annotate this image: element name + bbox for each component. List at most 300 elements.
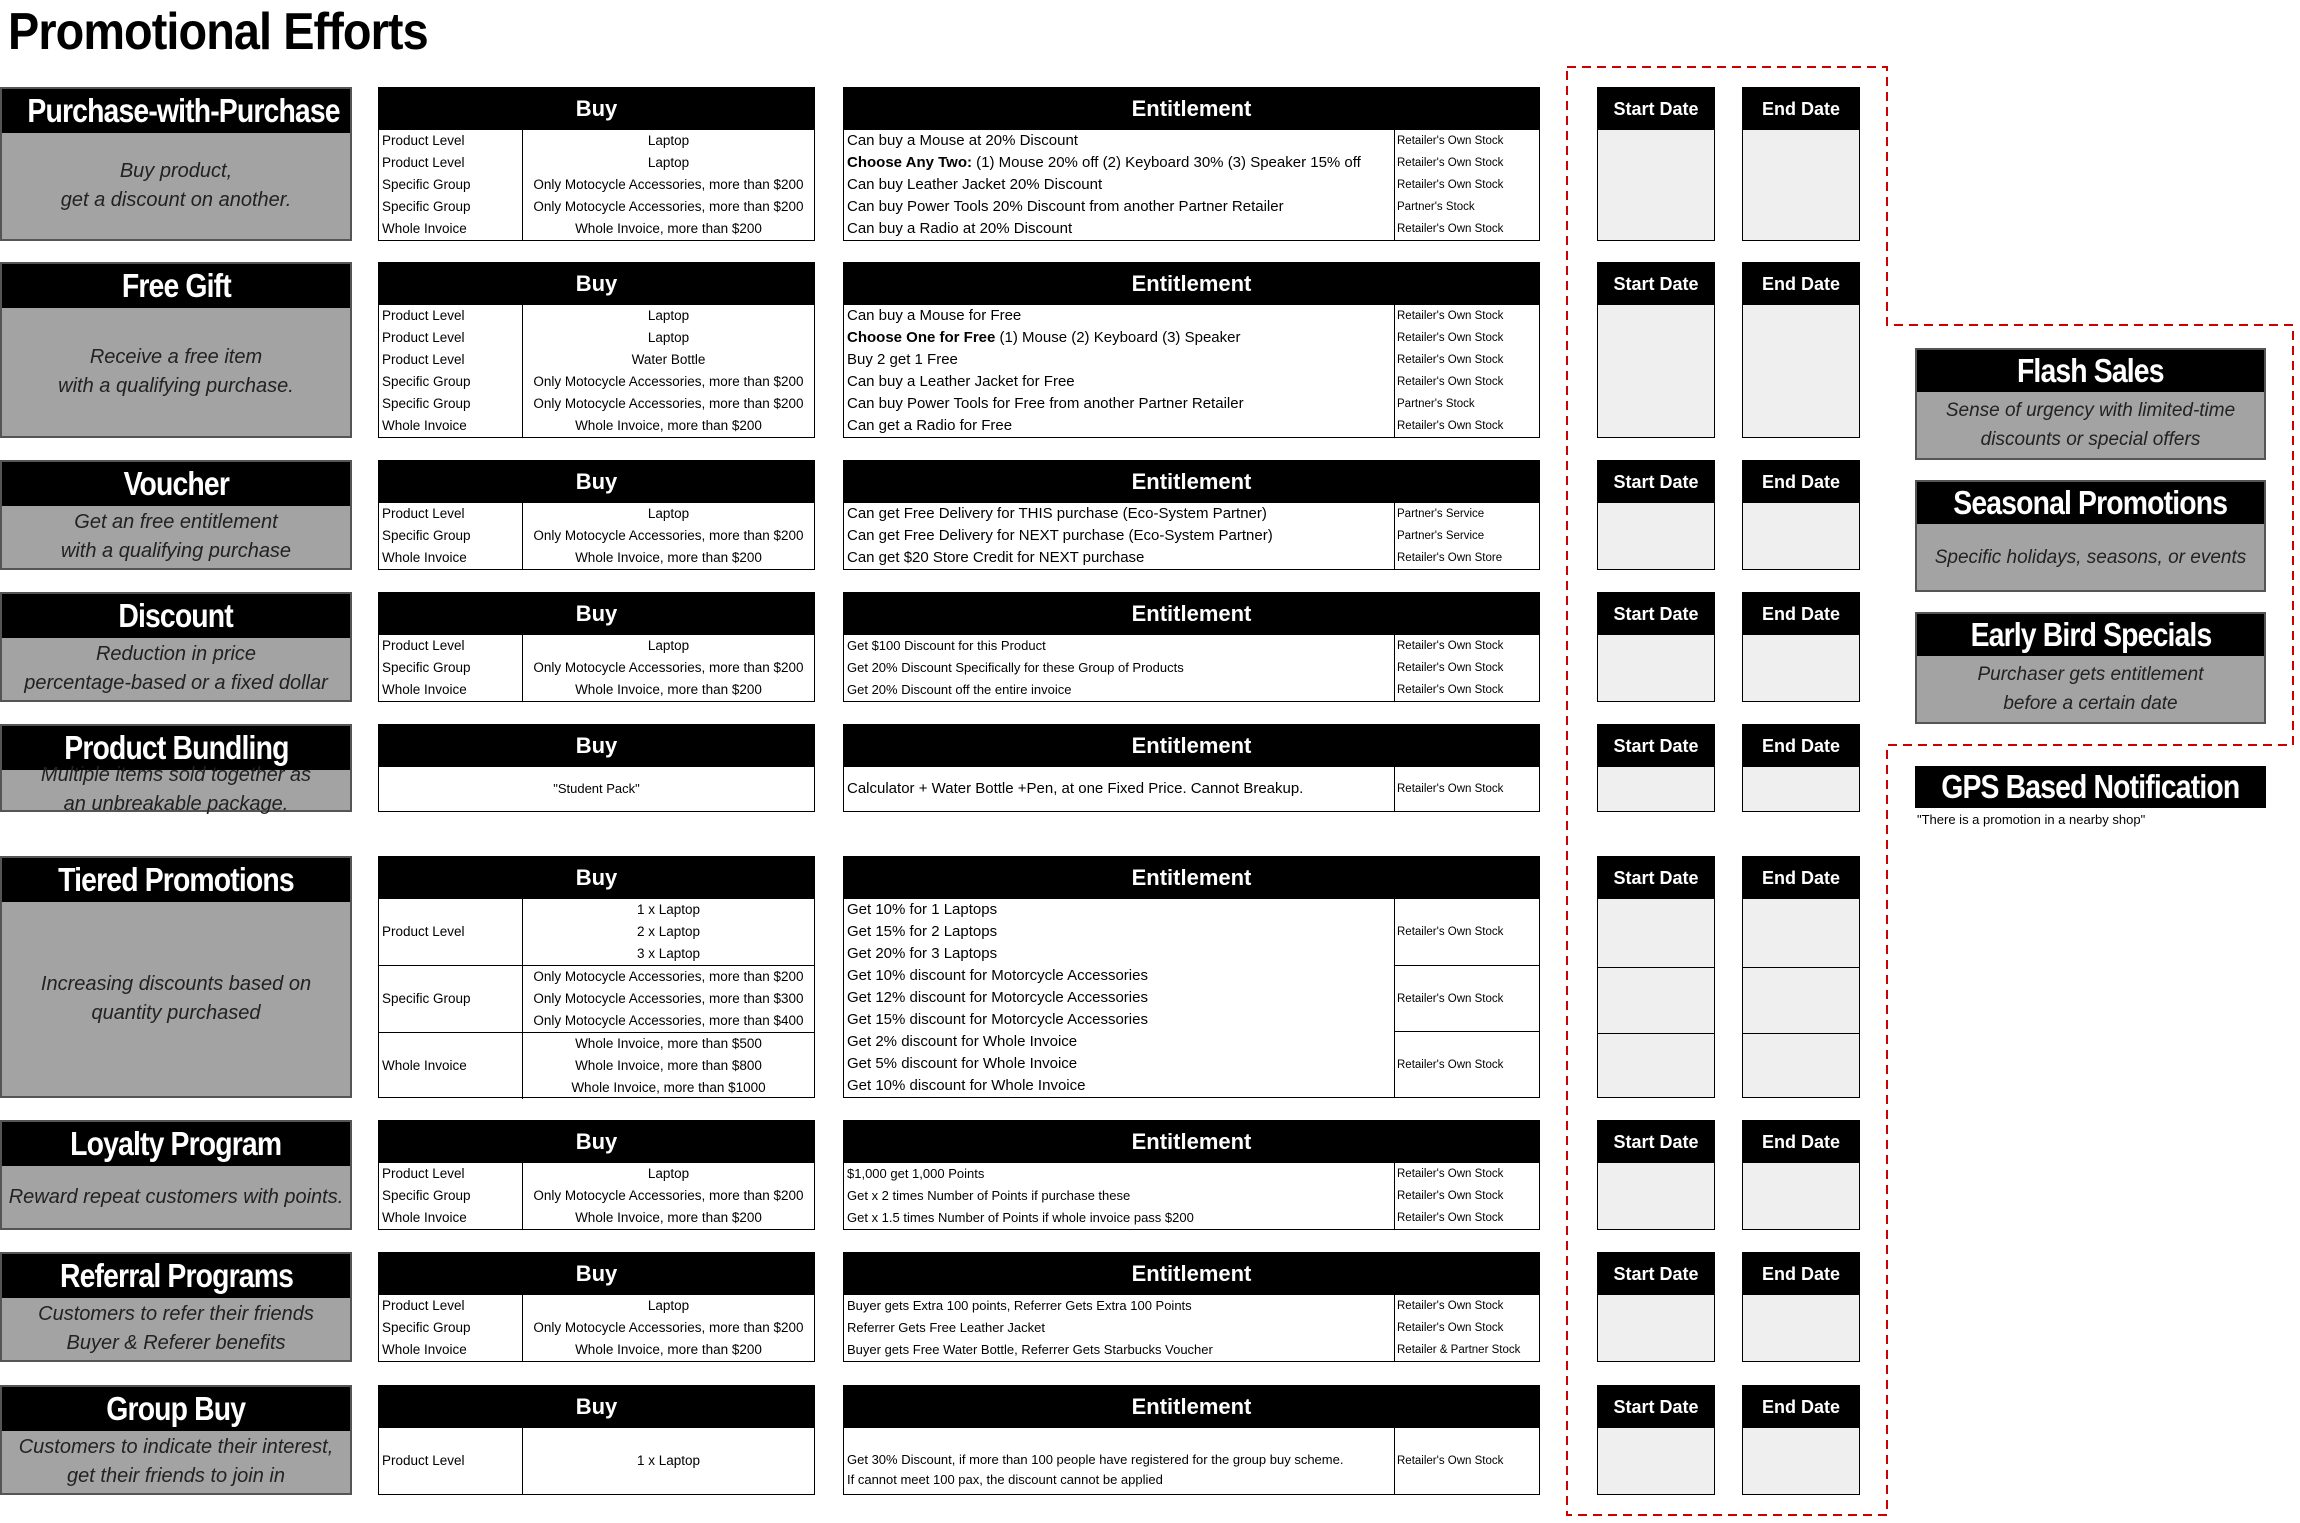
start-date-box[interactable] [1597,1385,1715,1495]
description-line: Receive a free item [89,346,263,368]
end-date-header: End Date [1743,1386,1859,1428]
entitlement-source: Partner's Stock [1397,201,1475,213]
start-date-header: Start Date [1598,461,1714,503]
category-description [2,764,350,815]
entitlement-source: Retailer's Own Stock [1397,1168,1504,1180]
buy-item: Water Bottle [631,352,706,367]
description-line: percentage-based or a fixed dollar [24,672,328,694]
start-date-header: Start Date [1598,1253,1714,1295]
entitlement-text: Get 20% Discount off the entire invoice [844,679,1395,701]
side-panel-title [1917,482,2264,524]
buy-items [523,899,814,965]
buy-rows [379,1295,814,1361]
side-panel-title [1917,350,2264,392]
entitlement-text: Can buy a Mouse for Free [844,305,1395,327]
buy-item: 3 x Laptop [636,946,701,961]
entitlement-text: Can buy a Radio at 20% Discount [844,218,1395,240]
buy-level: Whole Invoice [379,547,523,569]
entitlement-text: Can buy Power Tools for Free from another Partner Retailer [844,393,1395,415]
description-lines [24,640,328,698]
entitlement-header: Entitlement [844,88,1539,130]
entitlement-text: Get 15% for 2 Laptops [847,923,998,940]
category-title [2,1122,350,1166]
end-date-header: End Date [1743,461,1859,503]
side-panel-title-text: Early Bird Specials [1970,616,2211,653]
entitlement-text: Get 20% for 3 Laptops [847,945,998,962]
end-date-box[interactable] [1742,1252,1860,1362]
buy-rows [379,635,814,701]
buy-row [379,393,814,415]
entitlement-text: If cannot meet 100 pax, the discount cannot be applied [847,1472,1163,1487]
entitlement-row [844,1207,1539,1229]
start-date-header: Start Date [1598,263,1714,305]
entitlement-tier [844,965,1539,1031]
description-lines [61,508,291,566]
buy-item: Whole Invoice, more than $200 [575,550,762,565]
buy-level: Specific Group [379,657,523,679]
buy-item: Only Motocycle Accessories, more than $200 [533,969,804,984]
buy-item: Whole Invoice, more than $800 [575,1058,762,1073]
buy-item: Laptop [647,1166,690,1181]
buy-level: Specific Group [379,1317,523,1339]
end-date-box[interactable] [1742,592,1860,702]
description-line: Sense of urgency with limited-time [1945,400,2236,421]
description-line: Reward repeat customers with points. [8,1185,344,1208]
description-line: get a discount on another. [60,189,292,211]
description-line: get their friends to join in [67,1465,285,1487]
buy-rows [379,305,814,437]
entitlement-source: Retailer & Partner Stock [1397,1344,1521,1356]
buy-level: Product Level [379,349,523,371]
entitlement-table [843,856,1540,1098]
entitlement-row [844,679,1539,701]
category-title [2,594,350,638]
end-date-box[interactable] [1742,1120,1860,1230]
buy-item: Only Motocycle Accessories, more than $200 [533,177,804,192]
buy-row [379,349,814,371]
entitlement-row [844,1428,1539,1494]
entitlement-row [844,1339,1539,1361]
buy-item: Only Motocycle Accessories, more than $200 [533,1320,804,1335]
entitlement-header: Entitlement [844,461,1539,503]
buy-item: 1 x Laptop [636,902,701,917]
buy-level: Product Level [379,1163,523,1185]
buy-header: Buy [379,1253,814,1295]
entitlement-text: Get 10% for 1 Laptops [847,901,998,918]
buy-table [378,856,815,1098]
entitlement-header: Entitlement [844,725,1539,767]
buy-row [379,1428,814,1494]
buy-item: Only Motocycle Accessories, more than $200 [533,374,804,389]
end-date-box[interactable] [1742,460,1860,570]
buy-rows [379,767,814,811]
buy-item: 2 x Laptop [636,924,701,939]
buy-level: Whole Invoice [379,679,523,701]
buy-level: Whole Invoice [379,218,523,240]
category-title-text: Discount [118,597,234,634]
tier-divider [1598,1033,1714,1034]
buy-tier [379,899,814,965]
gps-title-text: GPS Based Notification [1941,768,2240,805]
buy-item: Only Motocycle Accessories, more than $200 [533,396,804,411]
description-line: with a qualifying purchase [60,540,292,562]
buy-item: Laptop [647,155,690,170]
buy-header: Buy [379,88,814,130]
buy-item: Laptop [647,638,690,653]
category-title-text: Group Buy [106,1390,246,1427]
entitlement-row [844,635,1539,657]
buy-row [379,547,814,569]
entitlement-header: Entitlement [844,593,1539,635]
buy-table [378,1252,815,1362]
side-panel-description [1917,392,2264,458]
entitlement-row [844,305,1539,327]
entitlement-choice-label: Choose One for Free [847,329,996,346]
side-panel-description [1917,524,2264,590]
start-date-header: Start Date [1598,1386,1714,1428]
category-description [2,638,350,700]
buy-level: Specific Group [379,393,523,415]
entitlement-text: Can get $20 Store Credit for NEXT purchase [844,547,1395,569]
entitlement-text: Choose One for Free (1) Mouse (2) Keyboard (3) Speaker [844,327,1395,349]
entitlement-texts [844,899,1395,965]
buy-item: Whole Invoice, more than $200 [575,221,762,236]
description-line: before a certain date [2003,693,2178,714]
buy-item: Laptop [647,506,690,521]
buy-item: Whole Invoice, more than $200 [575,1342,762,1357]
category-description [2,133,350,239]
side-panel-1 [1915,348,2266,460]
entitlement-text: Get 10% discount for Motorcycle Accessories [847,967,1148,984]
buy-header: Buy [379,725,814,767]
entitlement-text: Calculator + Water Bottle +Pen, at one Fixed Price. Cannot Breakup. [844,767,1395,811]
entitlement-table [843,1252,1540,1362]
buy-level: Product Level [379,1428,523,1494]
entitlement-header: Entitlement [844,1386,1539,1428]
description-lines [58,343,294,401]
buy-row [379,525,814,547]
gps-title [1915,766,2266,808]
entitlement-texts [844,1428,1395,1494]
buy-item: Laptop [647,308,690,323]
category-8 [0,1252,352,1362]
entitlement-table [843,724,1540,812]
entitlement-text: Referrer Gets Free Leather Jacket [844,1317,1395,1339]
buy-row [379,371,814,393]
description-lines [61,157,292,215]
buy-rows [379,130,814,240]
entitlement-text: Get $100 Discount for this Product [844,635,1395,657]
buy-row [379,152,814,174]
buy-item: Only Motocycle Accessories, more than $200 [533,1188,804,1203]
category-title-text: Voucher [123,465,229,502]
end-date-header: End Date [1743,1121,1859,1163]
buy-level: Specific Group [379,174,523,196]
end-date-box[interactable] [1742,724,1860,812]
tier-divider [1598,967,1714,968]
buy-row [379,130,814,152]
entitlement-text: Can get Free Delivery for THIS purchase (Eco-System Partner) [844,503,1395,525]
entitlement-source: Retailer's Own Stock [1397,926,1504,938]
entitlement-source: Retailer's Own Stock [1397,332,1504,344]
entitlement-text: Buyer gets Free Water Bottle, Referrer Gets Starbucks Voucher [844,1339,1395,1361]
buy-row [379,415,814,437]
start-date-box[interactable] [1597,1252,1715,1362]
end-date-header: End Date [1743,1253,1859,1295]
buy-level: Whole Invoice [379,1339,523,1361]
buy-level: Product Level [379,130,523,152]
buy-table [378,1385,815,1495]
start-date-box[interactable] [1597,460,1715,570]
entitlement-text: Can get Free Delivery for NEXT purchase (Eco-System Partner) [844,525,1395,547]
buy-row [379,218,814,240]
description-line: Specific holidays, seasons, or events [1934,546,2247,568]
category-title [2,89,350,133]
end-date-box[interactable] [1742,1385,1860,1495]
side-panel-description [1917,656,2264,722]
entitlement-source: Retailer's Own Stock [1397,223,1504,235]
entitlement-choice-label: Choose Any Two: [847,154,972,171]
buy-rows [379,503,814,569]
entitlement-source: Retailer's Own Stock [1397,354,1504,366]
buy-level: Specific Group [379,966,523,1032]
buy-item: Whole Invoice, more than $200 [575,418,762,433]
description-line: Customers to refer their friends [38,1303,314,1325]
side-panel-3 [1915,612,2266,724]
entitlement-text: Can buy Leather Jacket 20% Discount [844,174,1395,196]
page-title: Promotional Efforts [8,3,428,61]
category-2 [0,262,352,438]
entitlement-row [844,196,1539,218]
side-panel-title [1917,614,2264,656]
entitlement-source: Retailer's Own Stock [1397,640,1504,652]
end-date-box[interactable] [1742,262,1860,438]
category-title-text: Tiered Promotions [58,861,294,898]
entitlement-row [844,415,1539,437]
entitlement-source: Retailer's Own Stock [1397,1190,1504,1202]
category-description [2,1431,350,1493]
description-line: Reduction in price [95,643,257,665]
entitlement-source: Partner's Service [1397,508,1485,520]
entitlement-text: Get 10% discount for Whole Invoice [847,1077,1086,1094]
entitlement-text: Can buy Power Tools 20% Discount from another Partner Retailer [844,196,1395,218]
category-title-text: Free Gift [121,267,231,304]
entitlement-text: Get 12% discount for Motorcycle Accessories [847,989,1148,1006]
buy-row [379,196,814,218]
entitlement-rows [844,1163,1539,1229]
start-date-box[interactable] [1597,87,1715,241]
description-lines [1935,543,2247,572]
entitlement-source: Partner's Stock [1397,398,1475,410]
description-lines [1977,660,2203,718]
start-date-header: Start Date [1598,593,1714,635]
entitlement-header: Entitlement [844,1121,1539,1163]
buy-header: Buy [379,857,814,899]
entitlement-table [843,1385,1540,1495]
category-description [2,1166,350,1228]
buy-item: Only Motocycle Accessories, more than $400 [533,1013,804,1028]
entitlement-header: Entitlement [844,1253,1539,1295]
entitlement-text: Get x 2 times Number of Points if purchase these [844,1185,1395,1207]
tier-divider [1743,967,1859,968]
entitlement-table [843,460,1540,570]
entitlement-texts [844,1031,1395,1097]
entitlement-text: Get 5% discount for Whole Invoice [847,1055,1078,1072]
entitlement-text: Get 15% discount for Motorcycle Accessories [847,1011,1148,1028]
buy-rows [379,899,814,1099]
description-lines [1946,396,2235,454]
entitlement-source: Retailer's Own Stock [1397,157,1504,169]
entitlement-text: Buy 2 get 1 Free [844,349,1395,371]
side-panel-title-text: Seasonal Promotions [1953,484,2228,521]
buy-row [379,503,814,525]
buy-level: Product Level [379,635,523,657]
category-description [2,506,350,568]
entitlement-table [843,1120,1540,1230]
category-description [2,308,350,436]
buy-row [379,1317,814,1339]
entitlement-rows [844,1295,1539,1361]
entitlement-text: Can buy a Mouse at 20% Discount [844,130,1395,152]
category-7 [0,1120,352,1230]
buy-table [378,724,815,812]
buy-row [379,635,814,657]
entitlement-source: Retailer's Own Stock [1397,376,1504,388]
description-line: an unbreakable package. [63,793,289,815]
buy-level: Whole Invoice [379,1207,523,1229]
start-date-box[interactable] [1597,262,1715,438]
entitlement-row [844,547,1539,569]
entitlement-source: Retailer's Own Stock [1397,783,1504,795]
side-panel-title-text: Flash Sales [2017,352,2164,389]
buy-level: Specific Group [379,196,523,218]
start-date-header: Start Date [1598,725,1714,767]
buy-table [378,1120,815,1230]
description-line: Get an free entitlement [74,511,278,533]
category-title [2,264,350,308]
description-line: Multiple items sold together as [40,764,312,786]
entitlement-source: Retailer's Own Stock [1395,965,1539,1031]
entitlement-row [844,1185,1539,1207]
side-panel-2 [1915,480,2266,592]
entitlement-text: $1,000 get 1,000 Points [844,1163,1395,1185]
start-date-box[interactable] [1597,592,1715,702]
entitlement-source: Retailer's Own Stock [1395,1031,1539,1097]
end-date-header: End Date [1743,857,1859,899]
buy-item: Laptop [647,133,690,148]
buy-level: Specific Group [379,371,523,393]
buy-tier [379,1032,814,1099]
entitlement-source: Retailer's Own Stock [1397,310,1504,322]
buy-item: Whole Invoice, more than $1000 [571,1080,766,1095]
entitlement-row [844,1317,1539,1339]
entitlement-rows [844,1428,1539,1494]
buy-row [379,679,814,701]
buy-header: Buy [379,461,814,503]
buy-row [379,767,814,811]
entitlement-source: Retailer's Own Stock [1397,420,1504,432]
category-title-text: Loyalty Program [70,1125,282,1162]
category-title-text: Referral Programs [59,1257,293,1294]
entitlement-text: Buyer gets Extra 100 points, Referrer Gets Extra 100 Points [844,1295,1395,1317]
buy-header: Buy [379,1386,814,1428]
category-3 [0,460,352,570]
buy-row [379,1163,814,1185]
buy-level: Whole Invoice [379,1033,523,1099]
description-lines [38,1300,314,1358]
entitlement-row [844,130,1539,152]
entitlement-rows [844,767,1539,811]
buy-header: Buy [379,263,814,305]
end-date-header: End Date [1743,593,1859,635]
entitlement-row [844,349,1539,371]
buy-row [379,327,814,349]
buy-item: Only Motocycle Accessories, more than $200 [533,660,804,675]
entitlement-source: Retailer's Own Stock [1397,684,1504,696]
entitlement-row [844,503,1539,525]
buy-rows [379,1163,814,1229]
buy-level: Product Level [379,503,523,525]
buy-table [378,592,815,702]
end-date-box[interactable] [1742,856,1860,1098]
entitlement-row [844,1163,1539,1185]
category-title [2,1387,350,1431]
category-4 [0,592,352,702]
entitlement-row [844,152,1539,174]
buy-tier [379,965,814,1032]
buy-level: Whole Invoice [379,415,523,437]
description-line: Buy product, [119,160,233,182]
buy-item: Only Motocycle Accessories, more than $200 [533,528,804,543]
buy-level: Specific Group [379,1185,523,1207]
entitlement-tier [844,899,1539,965]
entitlement-rows [844,503,1539,569]
buy-table [378,262,815,438]
description-line: Increasing discounts based on [40,973,312,995]
buy-table [378,87,815,241]
entitlement-row [844,525,1539,547]
entitlement-source: Retailer's Own Stock [1397,1322,1504,1334]
entitlement-source: Partner's Service [1397,530,1485,542]
entitlement-source: Retailer's Own Stock [1397,179,1504,191]
start-date-box[interactable] [1597,1120,1715,1230]
category-title [2,1254,350,1298]
category-title [2,858,350,902]
end-date-header: End Date [1743,725,1859,767]
end-date-box[interactable] [1742,87,1860,241]
tier-divider [1743,1033,1859,1034]
entitlement-source: Retailer's Own Stock [1397,662,1504,674]
category-1 [0,87,352,241]
description-lines [41,970,311,1028]
category-title-text: Product Bundling [63,729,289,766]
start-date-box[interactable] [1597,856,1715,1098]
description-line: quantity purchased [91,1002,261,1024]
end-date-header: End Date [1743,263,1859,305]
description-line: Purchaser gets entitlement [1977,664,2204,685]
entitlement-header: Entitlement [844,857,1539,899]
entitlement-texts [844,965,1395,1031]
entitlement-rows [844,635,1539,701]
category-9 [0,1385,352,1495]
entitlement-table [843,87,1540,241]
entitlement-text: Can buy a Leather Jacket for Free [844,371,1395,393]
entitlement-text: Get x 1.5 times Number of Points if whole invoice pass $200 [844,1207,1395,1229]
buy-item: Whole Invoice, more than $200 [575,1210,762,1225]
entitlement-row [844,371,1539,393]
start-date-box[interactable] [1597,724,1715,812]
buy-row [379,1207,814,1229]
